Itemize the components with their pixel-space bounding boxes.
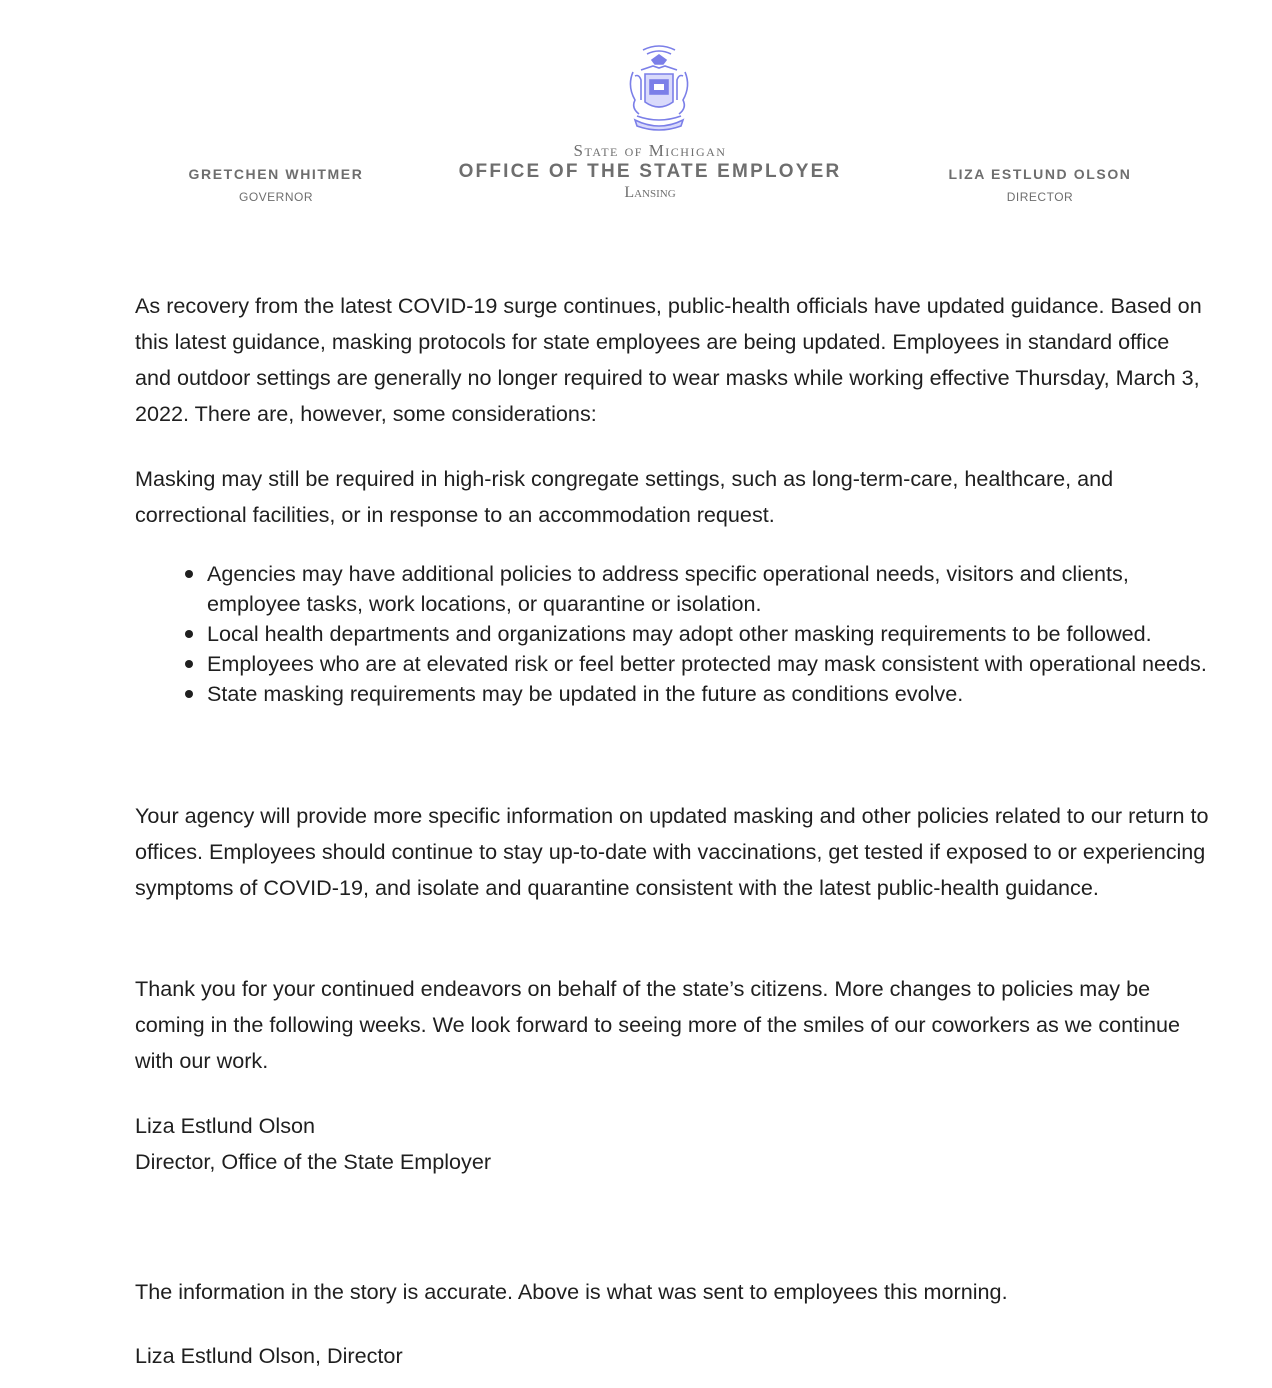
governor-block	[168, 166, 384, 204]
letterhead	[0, 0, 1272, 230]
bullet-icon	[185, 660, 193, 668]
paragraph-intro: As recovery from the latest COVID-19 surge continues, public-health officials have updated guidance. Based on this latest guidance, masking protocols for state employees are being updated. Employees in standard office and outdoor settings are generally no longer required to wear masks while working effective Thursday, March 3, 2022. There are, however, some considerations:	[135, 293, 1202, 426]
bullet-icon	[185, 570, 193, 578]
governor-title: GOVERNOR	[238, 190, 313, 204]
considerations-list	[135, 559, 1210, 709]
office-block	[436, 141, 864, 203]
signature-block	[135, 1108, 1210, 1180]
bullet-icon	[185, 690, 193, 698]
bullet-icon	[185, 630, 193, 638]
director-title: DIRECTOR	[1006, 190, 1074, 204]
michigan-seal-icon	[619, 42, 699, 134]
list-item	[207, 619, 1210, 649]
signature-title: Director, Office of the State Employer	[135, 1149, 492, 1174]
list-item-text: State masking requirements may be updated in the future as conditions evolve.	[207, 681, 964, 706]
paragraph-masking-settings: Masking may still be required in high-risk congregate settings, such as long-term-care, healthcare, and correctional facilities, or in response to an accommodation request.	[135, 466, 1114, 527]
signature-name: Liza Estlund Olson	[135, 1113, 316, 1138]
list-item	[207, 559, 1210, 619]
office-city: Lansing	[624, 184, 676, 201]
paragraph-agency-info: Your agency will provide more specific information on updated masking and other policies related to our return to offices. Employees should continue to stay up-to-date with vaccinations, get tested if exposed to or experiencing symptoms of COVID-19, and isolate and quarantine consistent with the latest public-health guidance.	[135, 803, 1209, 900]
paragraph-accuracy-note: The information in the story is accurate. Above is what was sent to employees this morning.	[135, 1279, 1008, 1304]
office-name: OFFICE OF THE STATE EMPLOYER	[458, 161, 842, 182]
list-item-text: Employees who are at elevated risk or feel better protected may mask consistent with operational needs.	[207, 651, 1207, 676]
list-item	[207, 679, 1210, 709]
state-name: State of Michigan	[573, 141, 727, 160]
governor-name: GRETCHEN WHITMER	[188, 166, 364, 182]
director-name: LIZA ESTLUND OLSON	[948, 166, 1132, 182]
paragraph-thank-you: Thank you for your continued endeavors on behalf of the state’s citizens. More changes to policies may be coming in the following weeks. We look forward to seeing more of the smiles of our coworkers as we continue with our work.	[135, 976, 1180, 1073]
closing-signature: Liza Estlund Olson, Director	[135, 1343, 403, 1368]
list-item-text: Agencies may have additional policies to address specific operational needs, visitors and clients, employee tasks, work locations, or quarantine or isolation.	[207, 561, 1129, 616]
list-item	[207, 649, 1210, 679]
director-block	[930, 166, 1150, 204]
list-item-text: Local health departments and organizations may adopt other masking requirements to be followed.	[207, 621, 1152, 646]
